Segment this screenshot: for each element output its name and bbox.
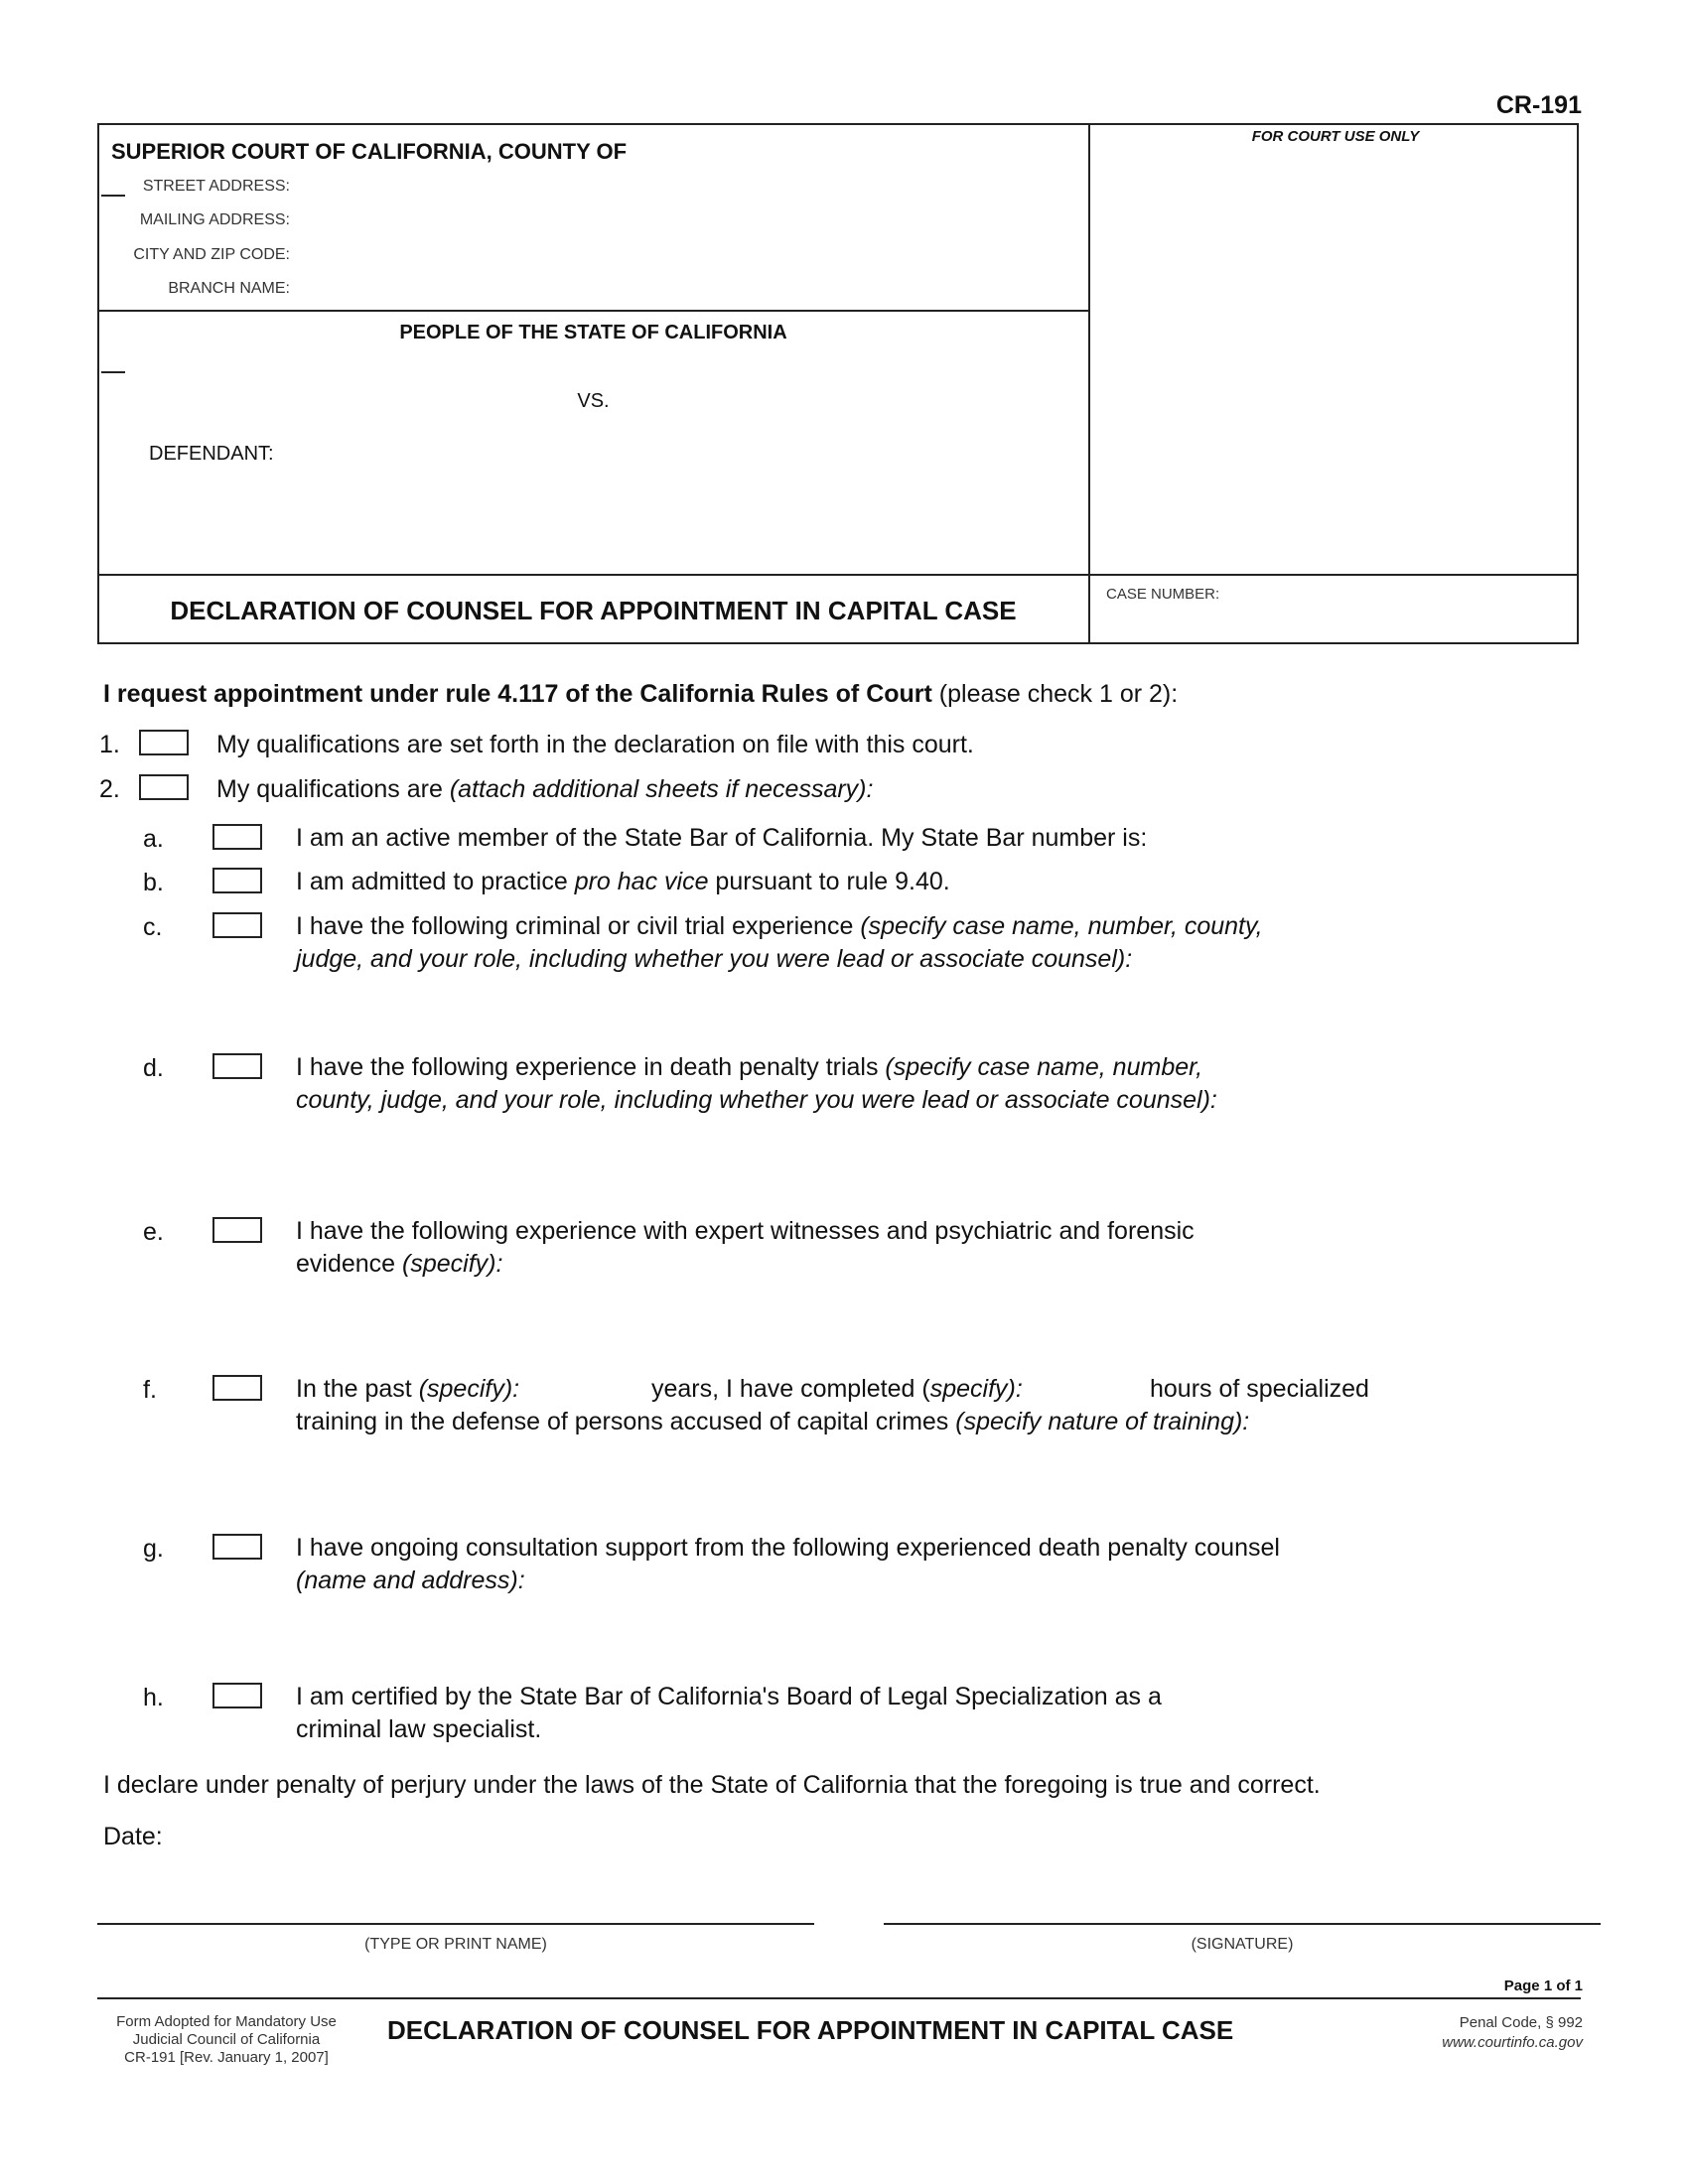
footer-citation	[1442, 2013, 1583, 2053]
plaintiff-name: PEOPLE OF THE STATE OF CALIFORNIA	[399, 322, 787, 343]
item-h-letter: h.	[143, 1684, 164, 1711]
item-g-checkbox[interactable]	[212, 1534, 262, 1560]
mailing-address-label: MAILING ADDRESS:	[139, 211, 290, 228]
item-e-checkbox[interactable]	[212, 1217, 262, 1243]
request-statement	[103, 678, 1178, 711]
request-rest: (please check 1 or 2):	[931, 680, 1179, 708]
signature-label: (SIGNATURE)	[1191, 1936, 1294, 1953]
defendant-label: DEFENDANT:	[149, 443, 274, 465]
option-1-number: 1.	[99, 731, 120, 758]
footer-adopted-line-1: Form Adopted for Mandatory Use	[116, 2013, 337, 2030]
item-d-letter: d.	[143, 1054, 164, 1082]
signature-line[interactable]	[884, 1923, 1601, 1925]
caption-box	[97, 123, 1579, 644]
option-1-checkbox[interactable]	[139, 730, 189, 755]
item-h-checkbox[interactable]	[212, 1683, 262, 1708]
item-a-checkbox[interactable]	[212, 824, 262, 850]
print-name-line[interactable]	[97, 1923, 814, 1925]
item-b-checkbox[interactable]	[212, 868, 262, 893]
option-1-text: My qualifications are set forth in the declaration on file with this court.	[216, 731, 974, 758]
item-f-text-2: years, I have completed (specify):	[651, 1375, 1023, 1403]
footer-adopted-line-3: CR-191 [Rev. January 1, 2007]	[124, 2049, 329, 2066]
court-name: SUPERIOR COURT OF CALIFORNIA, COUNTY OF	[111, 139, 628, 164]
print-name-label: (TYPE OR PRINT NAME)	[364, 1936, 547, 1953]
form-title: DECLARATION OF COUNSEL FOR APPOINTMENT IN CAPITAL CASE	[170, 596, 1017, 625]
item-f-checkbox[interactable]	[212, 1375, 262, 1401]
declaration-statement: I declare under penalty of perjury under the laws of the State of California that the foregoing is true and correct.	[103, 1771, 1321, 1799]
item-c-letter: c.	[143, 913, 163, 941]
court-use-label: FOR COURT USE ONLY	[1251, 128, 1420, 145]
item-c-text: I have the following criminal or civil trial experience (specify case name, number, county, judge, and your role, including whether you were lead or associate counsel):	[296, 912, 1263, 973]
street-address-label: STREET ADDRESS:	[142, 178, 290, 195]
footer-website[interactable]: www.courtinfo.ca.gov	[1442, 2034, 1583, 2051]
city-zip-label: CITY AND ZIP CODE:	[133, 246, 290, 263]
footer-title: DECLARATION OF COUNSEL FOR APPOINTMENT IN CAPITAL CASE	[387, 2015, 1234, 2045]
item-g-letter: g.	[143, 1535, 164, 1563]
date-label: Date:	[103, 1823, 163, 1850]
caption-divider-vertical	[1088, 123, 1090, 644]
item-a-text: I am an active member of the State Bar of California. My State Bar number is:	[296, 824, 1148, 852]
item-f-letter: f.	[143, 1376, 157, 1404]
footer-adoption	[97, 2013, 355, 2067]
party-tick	[101, 371, 125, 373]
item-f-text-3: hours of specialized	[1150, 1375, 1369, 1403]
page-number: Page 1 of 1	[1503, 1978, 1583, 1994]
item-b-text: I am admitted to practice pro hac vice pursuant to rule 9.40.	[296, 868, 950, 895]
option-2-text: My qualifications are (attach additional sheets if necessary):	[216, 775, 874, 803]
item-c-checkbox[interactable]	[212, 912, 262, 938]
footer-rule	[97, 1997, 1581, 1999]
item-d-text: I have the following experience in death penalty trials (specify case name, number, county, judge, and your role, including whether you were lead or associate counsel):	[296, 1053, 1217, 1114]
footer-adopted-line-2: Judicial Council of California	[132, 2031, 321, 2048]
item-f-text-1: In the past (specify):	[296, 1375, 520, 1403]
item-d-checkbox[interactable]	[212, 1053, 262, 1079]
case-number-label: CASE NUMBER:	[1106, 586, 1220, 603]
branch-name-label: BRANCH NAME:	[168, 280, 290, 297]
item-f-text-line2: training in the defense of persons accused of capital crimes (specify nature of training):	[296, 1408, 1250, 1435]
request-bold: I request appointment under rule 4.117 of the California Rules of Court	[103, 680, 932, 708]
item-b-letter: b.	[143, 869, 164, 896]
caption-divider-title	[97, 574, 1579, 576]
versus-label: VS.	[577, 390, 610, 412]
option-2-checkbox[interactable]	[139, 774, 189, 800]
item-e-text: I have the following experience with expert witnesses and psychiatric and forensic evidence (specify):	[296, 1217, 1195, 1278]
caption-divider-court	[97, 310, 1089, 312]
item-e-letter: e.	[143, 1218, 164, 1246]
item-g-text: I have ongoing consultation support from the following experienced death penalty counsel (name and address):	[296, 1534, 1280, 1594]
form-id: CR-191	[1495, 91, 1582, 119]
footer-code: Penal Code, § 992	[1459, 2014, 1583, 2031]
item-a-letter: a.	[143, 825, 164, 853]
option-2-number: 2.	[99, 775, 120, 803]
item-h-text: I am certified by the State Bar of California's Board of Legal Specialization as a criminal law specialist.	[296, 1683, 1162, 1743]
